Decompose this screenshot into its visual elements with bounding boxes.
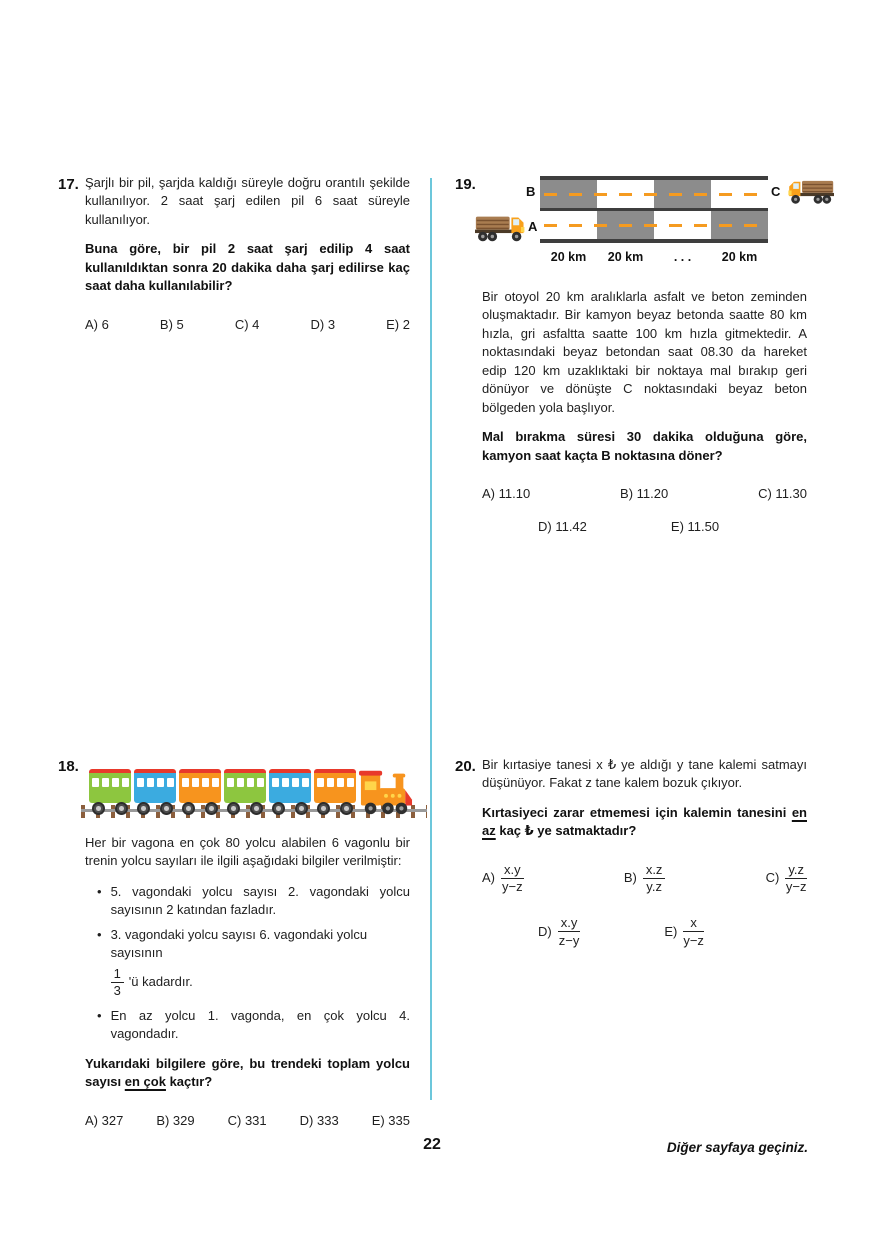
bullet-list <box>85 883 410 1044</box>
train-wagon <box>89 767 131 817</box>
wagon-windows <box>136 778 174 787</box>
question-17 <box>58 174 410 334</box>
train-cars <box>89 767 413 817</box>
wheel-icon <box>182 802 195 815</box>
question-body: Bir otoyol 20 km aralıklarla asfalt ve beton zeminden oluşmaktadır. Bir kamyon beyaz betonda saatte 80 km hızla, gri asfaltta saatte 100 km hızla gitmektedir. A noktasındaki beyaz betondan saat 08.30 da hareket edip 120 km uzaklıktaki bir noktaya mal bırakıp geri dönüyor ve dönüşte C noktasındaki beyaz beton bölgeden yola başlıyor. <box>482 289 807 415</box>
wagon-windows <box>271 778 309 787</box>
underlined-text: en çok <box>124 1074 166 1090</box>
wheel-icon <box>205 802 218 815</box>
lane-a <box>540 211 768 239</box>
point-label-c: C <box>771 184 781 199</box>
option-a: A) 327 <box>85 1112 124 1128</box>
wagon-windows <box>226 778 264 787</box>
bullet-dot: • <box>97 1008 102 1023</box>
distance-label: . . . <box>673 250 692 264</box>
question-number: 20. <box>455 758 476 775</box>
question-body: Her bir vagona en çok 80 yolcu alabilen 6 vagonlu bir trenin yolcu sayıları ile ilgili aşağıdaki bilgiler verilmiştir: <box>85 835 410 869</box>
fraction: $\frac{x.y}{y-z}$ <box>502 861 523 895</box>
wheel-icon <box>137 802 150 815</box>
question-number: 19. <box>455 176 476 193</box>
question-body: Bir kırtasiye tanesi x ₺ ye aldığı y tane kalemi satmayı düşünüyor. Fakat z tane kalem bozuk çıkıyor. <box>482 757 807 791</box>
point-label-a: A <box>528 219 538 234</box>
question-20 <box>455 756 807 947</box>
wagon-windows <box>181 778 219 787</box>
fraction: $\frac{x}{y-z}$ <box>683 915 704 948</box>
underlined-text: en az <box>482 804 807 839</box>
bullet-item: • 3. vagondaki yolcu sayısı 6. vagondaki yolcu sayısının $\frac{1}{3}$ 'ü kadardır. <box>97 926 410 1001</box>
train-wagon <box>134 767 176 817</box>
highway <box>540 176 768 243</box>
wheel-icon <box>250 802 263 815</box>
page-number: 22 <box>423 1136 441 1153</box>
lane-center-dash <box>544 224 764 227</box>
option-e: E) $\frac{x}{y-z}$ <box>664 915 704 948</box>
wheel-icon <box>317 802 330 815</box>
wheel-icon <box>340 802 353 815</box>
wheel-icon <box>115 802 128 815</box>
bullet-dot: • <box>97 883 102 899</box>
distance-label: 20 km <box>607 250 644 264</box>
wagon-windows <box>316 778 354 787</box>
option-b: B) 11.20 <box>620 486 669 502</box>
options-row-2 <box>482 916 807 947</box>
bullet-item: • 5. vagondaki yolcu sayısı 2. vagondaki yolcu sayısının 2 katından fazladır. <box>97 883 410 920</box>
question-body: Şarjlı bir pil, şarjda kaldığı süreyle doğru orantılı şekilde kullanılıyor. 2 saat şarj edilen pil 6 saat süreyle kullanılıyor. <box>85 175 410 227</box>
wheel-icon <box>272 802 285 815</box>
options-row <box>85 1112 410 1130</box>
footer-note: Diğer sayfaya geçiniz. <box>666 1140 808 1155</box>
distance-labels <box>540 249 768 267</box>
point-label-b: B <box>526 184 536 199</box>
options-row-2 <box>482 518 807 536</box>
fraction: $\frac{x.y}{z-y}$ <box>558 915 580 948</box>
train-wagon <box>179 767 221 817</box>
train-wagon <box>224 767 266 817</box>
road-diagram <box>482 176 807 272</box>
option-c: C) 331 <box>227 1112 267 1128</box>
option-d: D) 3 <box>310 316 336 332</box>
question-prompt: Buna göre, bir pil 2 saat şarj edilip 4 saat kullanıldıktan sonra 20 dakika daha şarj edilirse kaç saat daha kullanılabilir? <box>85 241 410 294</box>
question-prompt: Mal bırakma süresi 30 dakika olduğuna göre, kamyon saat kaçta B noktasına döner? <box>482 429 807 463</box>
bullet-item: • En az yolcu 1. vagonda, en çok yolcu 4. vagondadır. <box>97 1007 410 1044</box>
option-a: A) 11.10 <box>482 486 531 502</box>
question-prompt: Yukarıdaki bilgilere göre, bu trendeki toplam yolcu sayısı en çok kaçtır? <box>85 1055 410 1090</box>
column-divider <box>430 178 432 1100</box>
distance-label: 20 km <box>721 250 758 264</box>
option-e: E) 11.50 <box>670 518 720 534</box>
wheel-icon <box>227 802 240 815</box>
option-c: C) $\frac{y.z}{y-z}$ <box>765 861 807 895</box>
option-d: D) 11.42 <box>538 518 587 534</box>
train-wagon <box>269 767 311 817</box>
option-e: E) 335 <box>371 1112 410 1128</box>
option-c: C) 4 <box>234 316 260 332</box>
option-d: D) $\frac{x.y}{z-y}$ <box>538 915 580 948</box>
wheel-icon <box>160 802 173 815</box>
options-row <box>85 316 410 334</box>
fraction: $\frac{1}{3}$ <box>111 967 124 998</box>
lane-b <box>540 180 768 208</box>
question-19 <box>455 174 807 536</box>
fraction: $\frac{y.z}{y-z}$ <box>785 861 807 895</box>
wagon-windows <box>91 778 129 787</box>
train-illustration <box>89 756 419 818</box>
bullet-dot: • <box>97 926 102 942</box>
option-a: A) $\frac{x.y}{y-z}$ <box>482 861 523 895</box>
options-row-1 <box>482 863 807 894</box>
fraction: $\frac{x.z}{y.z}$ <box>643 863 666 894</box>
option-b: B) $\frac{x.z}{y.z}$ <box>624 863 666 894</box>
wheel-icon <box>295 802 308 815</box>
option-b: B) 329 <box>156 1112 195 1128</box>
train-wagon <box>314 767 356 817</box>
option-e: E) 2 <box>386 316 410 332</box>
question-18 <box>58 756 410 1130</box>
question-number: 17. <box>58 176 79 193</box>
lane-center-dash <box>544 193 764 196</box>
option-d: D) 333 <box>299 1112 339 1128</box>
option-b: B) 5 <box>159 316 184 332</box>
truck-c-icon <box>782 174 834 208</box>
question-prompt: Kırtasiyeci zarar etmemesi için kalemin tanesini en az kaç ₺ ye satmaktadır? <box>482 804 807 839</box>
question-number: 18. <box>58 758 79 775</box>
option-c: C) 11.30 <box>758 486 807 502</box>
option-a: A) 6 <box>85 316 109 332</box>
options-row-1 <box>482 485 807 503</box>
wheel-icon <box>92 802 105 815</box>
locomotive-icon <box>359 767 413 817</box>
distance-label: 20 km <box>550 250 587 264</box>
truck-a-icon <box>475 209 527 243</box>
